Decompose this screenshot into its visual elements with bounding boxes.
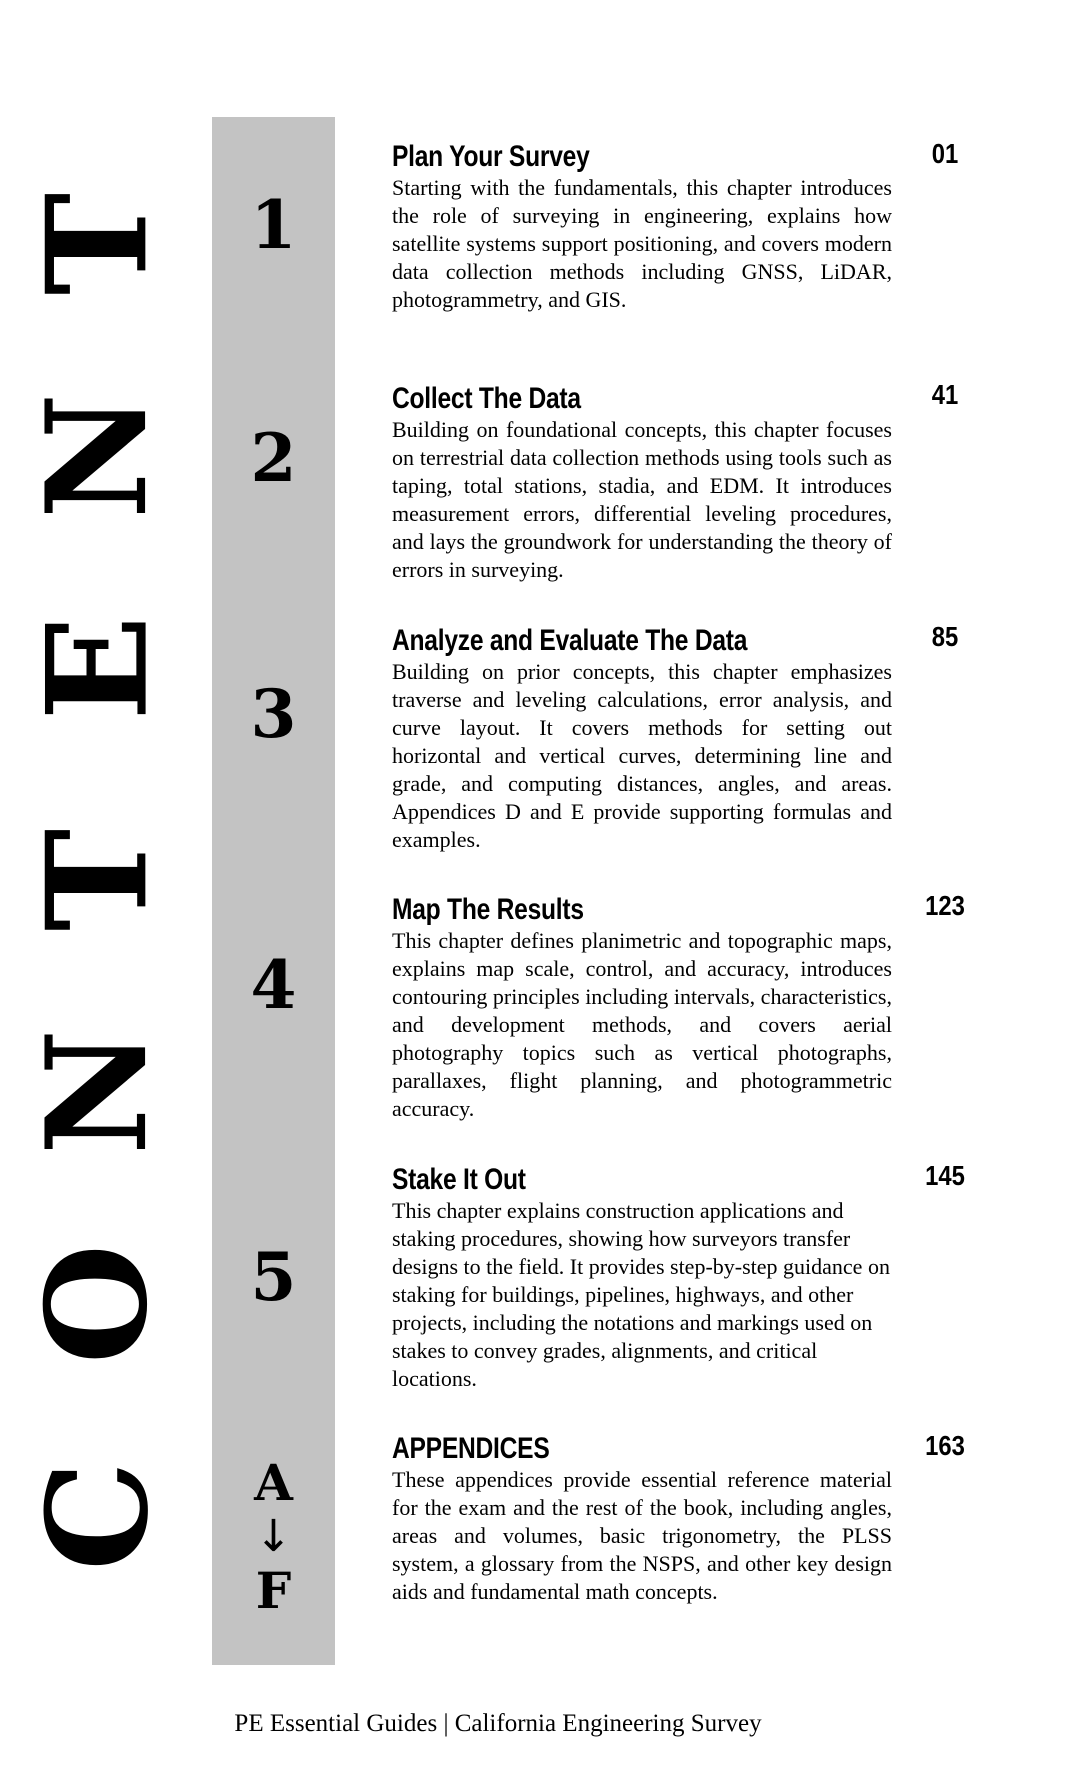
arrow-down-icon: ↓ xyxy=(255,1511,292,1562)
chapter-number-band xyxy=(212,117,335,1665)
page-number-4: 123 xyxy=(925,890,965,921)
title-letter: O xyxy=(15,1243,179,1365)
toc-entry-3[interactable] xyxy=(392,624,892,854)
chapter-number-appendices xyxy=(212,1455,335,1619)
chapter-title[interactable]: Map The Results xyxy=(392,893,584,926)
chapter-title[interactable]: Plan Your Survey xyxy=(392,140,590,173)
page-number-3: 85 xyxy=(931,621,959,652)
chapter-description: These appendices provide essential reference material for the exam and the rest of the book, including angles, areas and volumes, basic trigonometry, the PLSS system, a glossary from the NSPS, and other key design aids and fundamental math concepts. xyxy=(392,1467,892,1604)
title-letter: N xyxy=(15,392,179,520)
chapter-title[interactable]: APPENDICES xyxy=(392,1432,550,1465)
toc-entry-4[interactable] xyxy=(392,893,892,1123)
footer-series: PE Essential Guides xyxy=(234,1710,438,1737)
toc-entry-5[interactable] xyxy=(392,1163,892,1393)
title-letter: C xyxy=(15,1461,179,1571)
vertical-title xyxy=(15,175,179,1585)
chapter-description: Building on foundational concepts, this chapter focuses on terrestrial data collection methods using tools such as taping, total stations, stadia, and EDM. It introduces measurement errors, differential leveling procedures, and lays the groundwork for understanding the theory of errors in surveying. xyxy=(392,417,892,582)
chapter-description: Building on prior concepts, this chapter emphasizes traverse and leveling calculations, error analysis, and curve layout. It covers methods for setting out horizontal and vertical curves, determining line and grade, and computing distances, angles, and areas. Appendices D and E provide supporting formulas and examples. xyxy=(392,659,892,852)
chapter-number-3: 3 xyxy=(250,675,297,753)
toc-entry-appendices[interactable] xyxy=(392,1432,892,1606)
chapter-title[interactable]: Collect The Data xyxy=(392,382,581,415)
title-letter: T xyxy=(15,192,179,296)
chapter-title[interactable]: Analyze and Evaluate The Data xyxy=(392,624,748,657)
title-letter: T xyxy=(15,828,179,932)
appendix-end-letter: F xyxy=(255,1561,292,1620)
page-number-2: 41 xyxy=(931,379,959,410)
chapter-number-1: 1 xyxy=(250,186,297,264)
chapter-description: This chapter defines planimetric and topographic maps, explains map scale, control, and accuracy, introduces contouring principles including intervals, characteristics, and development methods, and covers aerial photography topics such as vertical photographs, parallaxes, flight planning, and photogrammetric accuracy. xyxy=(392,928,892,1121)
chapter-number-5: 5 xyxy=(250,1238,297,1316)
page-number-5: 145 xyxy=(925,1160,965,1191)
chapter-number-2: 2 xyxy=(250,419,297,497)
chapter-description: This chapter explains construction applications and staking procedures, showing how surveyors transfer designs to the field. It provides step-by-step guidance on staking for buildings, pipelines, highways, and other projects, including the notations and markings used on stakes to convey grades, alignments, and critical locations. xyxy=(392,1198,890,1391)
footer xyxy=(0,1710,1078,1738)
page-number-appendices: 163 xyxy=(925,1430,965,1461)
toc-entry-1[interactable] xyxy=(392,140,892,314)
page-number-1: 01 xyxy=(931,138,959,169)
chapter-description: Starting with the fundamentals, this chapter introduces the role of surveying in engineering, explains how satellite systems support positioning, and covers modern data collection methods including GNSS, LiDAR, photogrammetry, and GIS. xyxy=(392,175,892,312)
toc-entry-2[interactable] xyxy=(392,382,892,584)
appendix-start-letter: A xyxy=(254,1453,293,1512)
title-letter: E xyxy=(15,615,179,721)
footer-separator: | xyxy=(443,1710,449,1737)
title-letter: N xyxy=(15,1028,179,1156)
chapter-number-4: 4 xyxy=(250,946,297,1024)
footer-book-title: California Engineering Survey xyxy=(454,1710,762,1737)
chapter-title[interactable]: Stake It Out xyxy=(392,1163,526,1196)
